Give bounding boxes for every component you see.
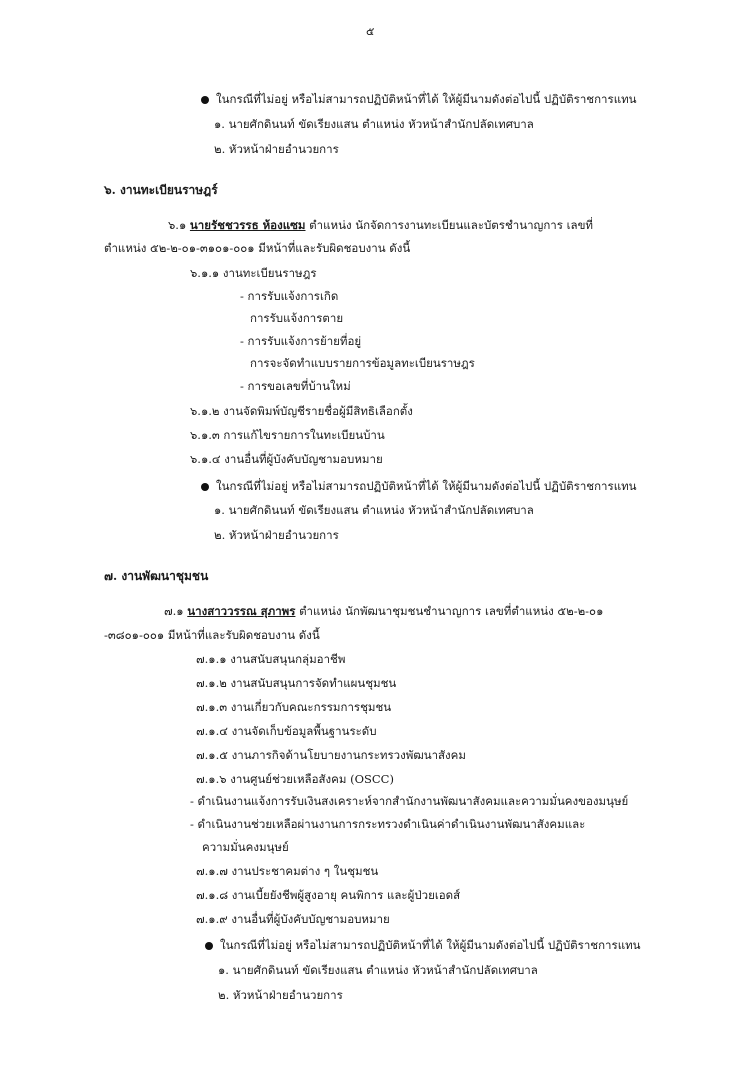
section-7-officer-desc-2: -๓๘๐๑-๐๐๑ มีหน้าที่และรับผิดชอบงาน ดังนี้ [104, 628, 320, 642]
section-6-sub-1-item: การจะจัดทำแบบรายการข้อมูลทะเบียนราษฎร [250, 356, 475, 370]
section-6-heading: ๖. งานทะเบียนราษฎร์ [104, 183, 218, 197]
section-7-officer-num: ๗.๑ [164, 604, 184, 618]
section-6-sub-2: ๖.๑.๒ งานจัดพิมพ์บัญชีรายชื่อผู้มีสิทธิเลือกตั้ง [190, 404, 413, 418]
section-7-sub: ๗.๑.๑ งานสนับสนุนกลุ่มอาชีพ [196, 652, 346, 666]
substitute-line-1-7: ๑. นายศักดินนท์ ขัดเรียงแสน ตำแหน่ง หัวหน้าสำนักปลัดเทศบาล [218, 963, 538, 977]
substitute-note-6: ในกรณีที่ไม่อยู่ หรือไม่สามารถปฏิบัติหน้าที่ได้ ให้ผู้มีนามดังต่อไปนี้ ปฏิบัติราชการแทน [216, 479, 637, 493]
section-7-sub: ๗.๑.๗ งานประชาคมต่าง ๆ ในชุมชน [196, 864, 379, 878]
section-7-osc-note-1: - ดำเนินงานแจ้งการรับเงินสงเคราะห์จากสำนักงานพัฒนาสังคมและความมั่นคงของมนุษย์ [190, 794, 629, 808]
substitute-line-1-6: ๑. นายศักดินนท์ ขัดเรียงแสน ตำแหน่ง หัวหน้าสำนักปลัดเทศบาล [214, 503, 534, 517]
page-number: ๕ [366, 25, 375, 38]
section-6-officer-desc: ตำแหน่ง นักจัดการงานทะเบียนและบัตรชำนาญการ เลขที่ [309, 218, 594, 232]
section-7-sub: ๗.๑.๔ งานจัดเก็บข้อมูลพื้นฐานระดับ [196, 724, 377, 738]
substitute-note-top: ในกรณีที่ไม่อยู่ หรือไม่สามารถปฏิบัติหน้าที่ได้ ให้ผู้มีนามดังต่อไปนี้ ปฏิบัติราชการแทน [216, 92, 637, 106]
section-7-officer-line [164, 606, 603, 618]
section-7-sub: ๗.๑.๙ งานอื่นที่ผู้บังคับบัญชามอบหมาย [196, 912, 390, 926]
section-7-sub: ๗.๑.๘ งานเบี้ยยังชีพผู้สูงอายุ คนพิการ และผู้ป่วยเอดส์ [196, 888, 461, 902]
section-6-officer-desc-2: ตำแหน่ง ๕๒-๒-๐๑-๓๑๐๑-๐๐๑ มีหน้าที่และรับผิดชอบงาน ดังนี้ [104, 241, 411, 255]
section-6-sub-1-item: - การขอเลขที่บ้านใหม่ [240, 379, 351, 393]
section-6-officer-line [168, 220, 593, 232]
section-6-officer-name: นายรัชชวรรธ ห้องแซม [189, 218, 306, 232]
section-7-sub: ๗.๑.๖ งานศูนย์ช่วยเหลือสังคม (OSCC) [196, 772, 394, 786]
section-7-officer-name: นางสาววรรณ สุภาพร [187, 604, 296, 618]
section-7-osc-note-2: - ดำเนินงานช่วยเหลือผ่านงานการกระทรวงดำเนินค่าดำเนินงานพัฒนาสังคมและ [190, 817, 586, 831]
section-6-sub-1-item: - การรับแจ้งการย้ายที่อยู่ [240, 334, 362, 348]
section-6-sub-1-item: การรับแจ้งการตาย [250, 311, 344, 325]
substitute-line-2-7: ๒. หัวหน้าฝ่ายอำนวยการ [218, 988, 343, 1002]
section-6-sub-1: ๖.๑.๑ งานทะเบียนราษฎร [190, 266, 317, 280]
substitute-line-1-top: ๑. นายศักดินนท์ ขัดเรียงแสน ตำแหน่ง หัวหน้าสำนักปลัดเทศบาล [214, 117, 534, 131]
section-6-officer-num: ๖.๑ [168, 218, 187, 232]
substitute-line-2-top: ๒. หัวหน้าฝ่ายอำนวยการ [214, 142, 339, 156]
section-7-heading: ๗. งานพัฒนาชุมชน [104, 569, 209, 583]
section-7-sub: ๗.๑.๒ งานสนับสนุนการจัดทำแผนชุมชน [196, 676, 397, 690]
section-6-sub-1-item: - การรับแจ้งการเกิด [240, 289, 339, 303]
section-7-osc-note-3: ความมั่นคงมนุษย์ [202, 840, 289, 854]
section-7-officer-desc: ตำแหน่ง นักพัฒนาชุมชนชำนาญการ เลขที่ตำแหน่ง ๕๒-๒-๐๑ [299, 604, 604, 618]
section-7-sub: ๗.๑.๓ งานเกี่ยวกับคณะกรรมการชุมชน [196, 700, 392, 714]
section-6-sub-3: ๖.๑.๓ การแก้ไขรายการในทะเบียนบ้าน [190, 428, 385, 442]
section-7-sub: ๗.๑.๕ งานภารกิจด้านโยบายงานกระทรวงพัฒนาสังคม [196, 748, 466, 762]
section-6-sub-4: ๖.๑.๔ งานอื่นที่ผู้บังคับบัญชามอบหมาย [190, 452, 383, 466]
substitute-line-2-6: ๒. หัวหน้าฝ่ายอำนวยการ [214, 528, 339, 542]
substitute-note-7: ในกรณีที่ไม่อยู่ หรือไม่สามารถปฏิบัติหน้าที่ได้ ให้ผู้มีนามดังต่อไปนี้ ปฏิบัติราชการแทน [220, 938, 641, 952]
